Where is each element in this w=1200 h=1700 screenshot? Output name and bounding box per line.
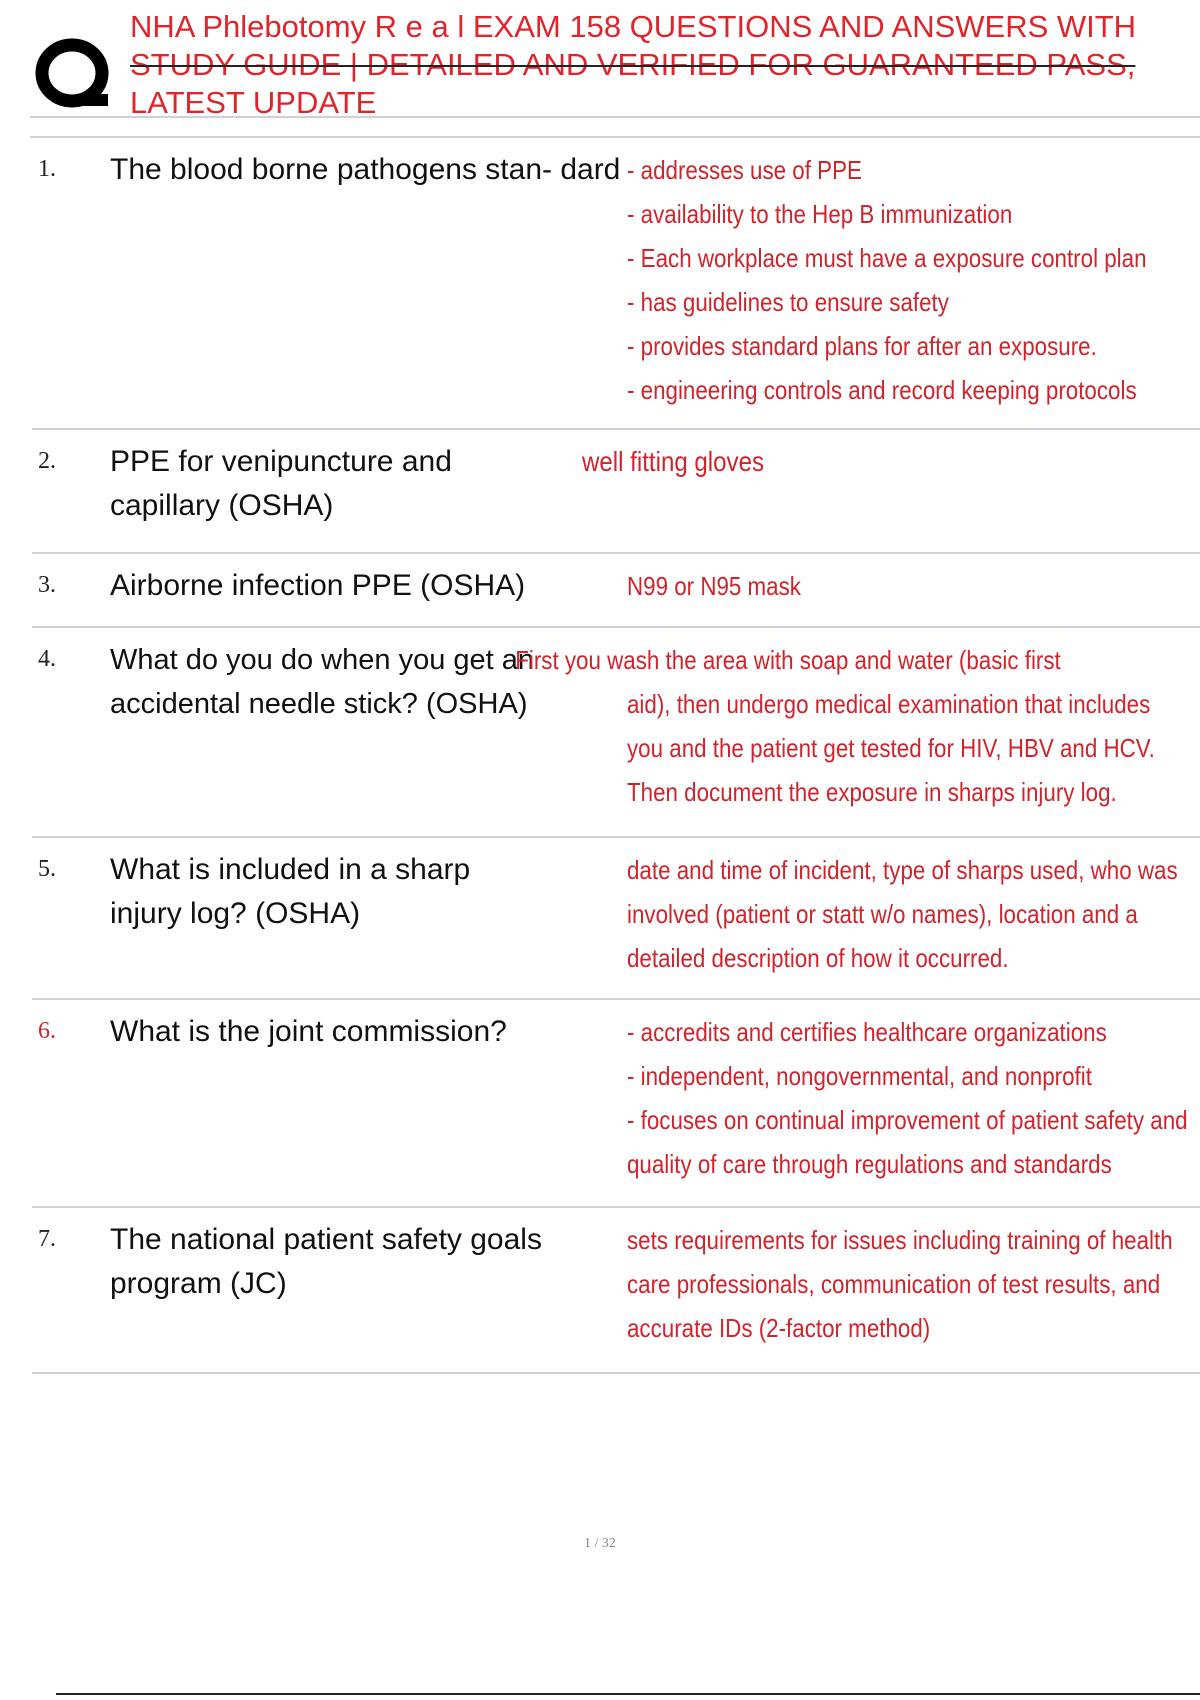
q-logo-icon	[34, 34, 112, 112]
answer-line: N99 or N95 mask	[627, 571, 801, 601]
footer-divider	[56, 1693, 1200, 1695]
question-text: PPE for venipuncture and capillary (OSHA)	[110, 445, 452, 522]
answer-line: you and the patient get tested for HIV, HBV and HCV.	[627, 733, 1155, 763]
answer-line: date and time of incident, type of sharps used, who was	[627, 855, 1178, 885]
answer-line: quality of care through regulations and standards	[627, 1149, 1112, 1179]
document-title	[130, 8, 1200, 122]
qa-row-5	[32, 838, 1200, 1000]
qa-row-1	[32, 138, 1200, 430]
answer-line: - independent, nongovernmental, and nonprofit	[627, 1061, 1092, 1091]
title-line-2: STUDY GUIDE | DETAILED AND VERIFIED FOR GUARANTEED PASS,	[130, 47, 1136, 82]
answer-line: detailed description of how it occurred.	[627, 943, 1009, 973]
answer-line: Then document the exposure in sharps injury log.	[627, 777, 1117, 807]
answer-text	[627, 848, 1178, 980]
answer-text	[582, 440, 1077, 484]
page-number: 1 / 32	[584, 1536, 616, 1551]
answer-line: - has guidelines to ensure safety	[627, 287, 949, 317]
qa-table	[32, 138, 1200, 1374]
qa-row-6	[32, 1000, 1200, 1208]
qa-row-7	[32, 1208, 1200, 1374]
title-line-3: LATEST UPDATE	[130, 85, 377, 120]
answer-line: - availability to the Hep B immunization	[627, 199, 1013, 229]
qa-row-3	[32, 554, 1200, 628]
answer-line: - engineering controls and record keeping protocols	[627, 375, 1137, 405]
answer-line: aid), then undergo medical examination that includes	[627, 689, 1151, 719]
answer-line: care professionals, communication of test results, and	[627, 1269, 1161, 1299]
question-number: 4.	[38, 646, 56, 672]
answer-line: - provides standard plans for after an exposure.	[627, 331, 1097, 361]
answer-line: well fitting gloves	[582, 446, 765, 477]
question-text: The national patient safety goals program (JC)	[110, 1223, 542, 1300]
document-header	[30, 8, 1200, 118]
question-number: 7.	[38, 1226, 56, 1252]
answer-line: - accredits and certifies healthcare organizations	[627, 1017, 1107, 1047]
answer-line: sets requirements for issues including training of health	[627, 1225, 1173, 1255]
answer-text	[515, 638, 1155, 814]
answer-line: First you wash the area with soap and water (basic first	[515, 645, 1061, 675]
answer-text	[627, 1218, 1173, 1350]
question-number: 1.	[38, 156, 56, 182]
question-text: What is the joint commission?	[110, 1015, 507, 1048]
answer-line: involved (patient or statt w/o names), location and a	[627, 899, 1138, 929]
answer-text	[627, 1010, 1188, 1186]
question-number: 5.	[38, 856, 56, 882]
question-number: 3.	[38, 572, 56, 598]
qa-row-2	[32, 430, 1200, 554]
question-text: The blood borne pathogens stan- dard	[110, 153, 621, 186]
qa-row-4	[32, 628, 1200, 838]
answer-text	[627, 564, 1122, 608]
header-divider-top	[30, 116, 1200, 118]
answer-text	[627, 148, 1147, 412]
question-number: 6.	[38, 1018, 56, 1044]
answer-line: - addresses use of PPE	[627, 155, 862, 185]
answer-line: accurate IDs (2-factor method)	[627, 1313, 931, 1343]
answer-line: - focuses on continual improvement of patient safety and	[627, 1105, 1188, 1135]
answer-line: - Each workplace must have a exposure control plan	[627, 243, 1147, 273]
question-text: What do you do when you get an accidental needle stick? (OSHA)	[110, 644, 535, 720]
question-text: Airborne infection PPE (OSHA)	[110, 569, 526, 602]
question-text: What is included in a sharp injury log? (OSHA)	[110, 853, 471, 930]
title-line-1: NHA Phlebotomy R e a l EXAM 158 QUESTIONS AND ANSWERS WITH	[130, 9, 1137, 44]
question-number: 2.	[38, 448, 56, 474]
